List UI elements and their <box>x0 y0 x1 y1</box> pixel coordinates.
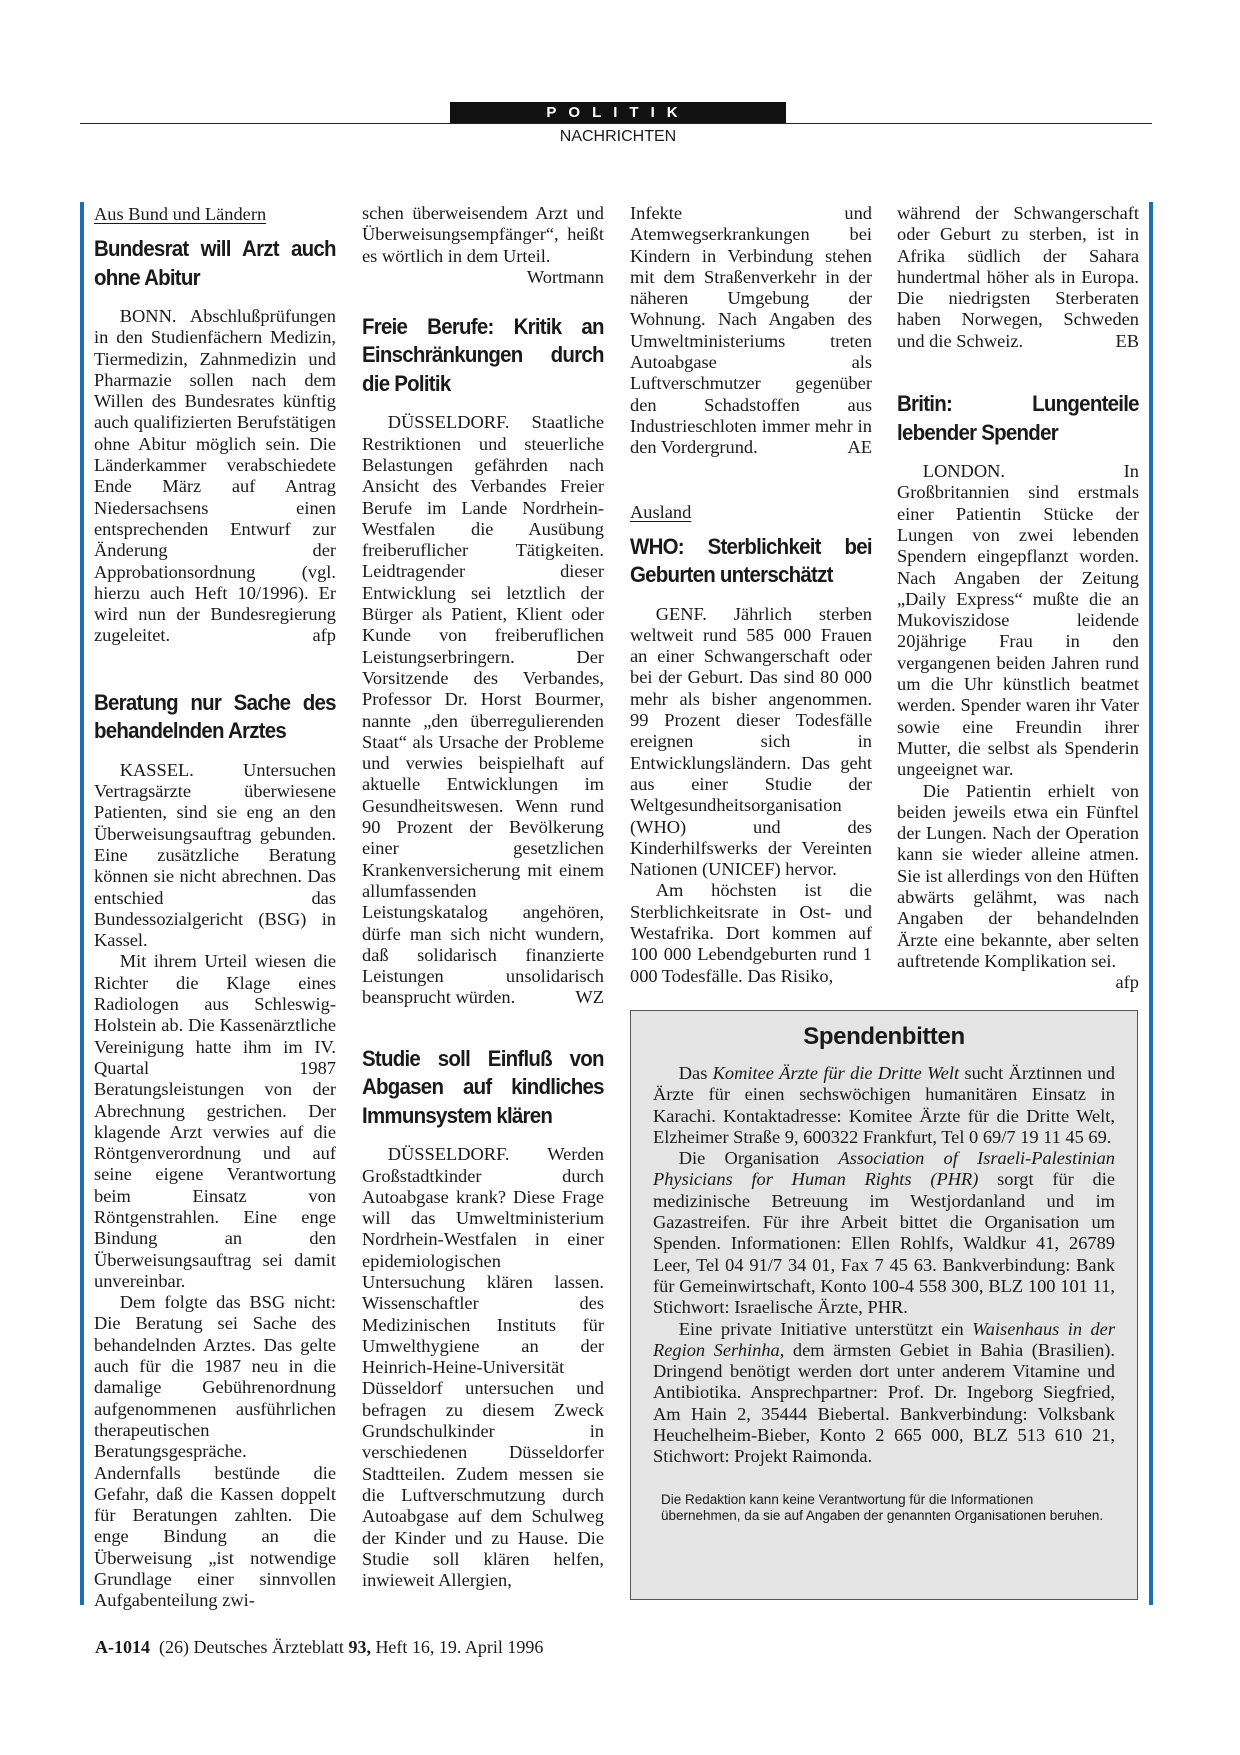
article-beratung-p2: Mit ihrem Urteil wiesen die Richter die Klage eines Radiologen aus Schleswig-Holstein ab. Die Kassenärztliche Vereinigung hatte ihm im IV. Quartal 1987 Beratungsleistungen von der Abrechnung gestrichen. Der klagende Arzt verwies auf die Röntgenverordnung und auf seine eigene Verantwortung beim Einsatz von Röntgenstrahlen. Eine enge Bindung an den Überweisungsauftrag sei damit unvereinbar. <box>94 951 336 1291</box>
donation-waisenhaus: Eine private Initiative unterstützt ein Waisenhaus in der Region Serhinha, dem ärmsten Gebiet in Bahia (Brasilien). Dringend benötigt werden dort unter anderem Vitamine und Antibiotika. Ansprechpartner: Prof. Dr. Ingeborg Siegfried, Am Hain 2, 35444 Biebertal. Bankverbindung: Volksbank Heuchelheim-Bieber, Konto 2 665 000, BLZ 513 610 21, Stichwort: Projekt Raimonda. <box>653 1318 1116 1467</box>
journal-issue: (26) Deutsches Ärzteblatt <box>159 1637 349 1657</box>
column-2 <box>362 203 604 1591</box>
donation-box <box>630 1010 1138 1600</box>
left-accent-bar <box>80 202 84 1605</box>
donation-box-title: Spendenbitten <box>803 1023 965 1050</box>
byline: EB <box>1115 330 1139 351</box>
headline-who: WHO: Sterblichkeit bei Geburten unterschätzt <box>630 533 872 588</box>
article-who-p1: GENF. Jährlich sterben weltweit rund 585 000 Frauen an einer Schwangerschaft oder bei der Geburt. Das sind 80 000 mehr als bisher angenommen. 99 Prozent dieser Todesfälle ereignen sich in Entwicklungsländern. Das geht aus einer Studie der Weltgesundheitsorganisation (WHO) und des Kinderhilfswerks der Vereinten Nationen (UNICEF) hervor. <box>630 603 872 880</box>
column-3 <box>630 203 872 987</box>
headline-britin: Britin: Lungenteile lebender Spender <box>897 391 1139 445</box>
byline: Wortmann <box>526 266 604 287</box>
byline: WZ <box>575 987 604 1008</box>
column-4 <box>897 203 1139 994</box>
donation-komitee: Das Komitee Ärzte für die Dritte Welt sucht Ärztinnen und Ärzte für einen sechswöchigen humanitären Einsatz in Karachi. Kontaktadresse: Komitee Ärzte für die Dritte Welt, Elzheimer Straße 9, 600322 Frankfurt, Tel 0 69/7 19 11 45 69. <box>653 1063 1116 1147</box>
section-label: POLITIK <box>450 102 786 123</box>
headline-abgase-studie: Studie soll Einfluß von Abgasen auf kindliches Immunsystem klären <box>362 1045 604 1128</box>
byline: afp <box>1115 972 1139 993</box>
article-britin-p2: Die Patientin erhielt von beiden jeweils etwa ein Fünftel der Lungen. Nach der Operation kann sie wieder alleine atmen. Sie ist allerdings von den Hüften abwärts gelähmt, was nach Angaben der behandelnden Ärzte eine bekannte, aber selten auftretende Komplikation sei. afp <box>897 780 1139 993</box>
article-freie-berufe-text: DÜSSELDORF. Staatliche Restriktionen und steuerliche Belastungen gefährden nach Ansicht des Verbandes Freier Berufe im Lande Nordrhein-Westfalen die Ausübung freiberuflicher Tätigkeiten. Leidtragender dieser Entwicklung sei letztlich der Bürger als Patient, Klient oder Kunde von freiberuflichen Leistungserbringern. Der Vorsitzende des Verbandes, Professor Dr. Horst Bourmer, nannte „den überregulierenden Staat“ als Ursache der Probleme und verwies beispielhaft auf aktuelle Entwicklungen im Gesundheitswesen. Wenn rund 90 Prozent der Bevölkerung einer gesetzlichen Krankenversicherung mit einem allumfassenden Leistungskatalog angehören, dürfe man sich nicht wundern, daß solidarisch finanzierte Leistungen unsolidarisch beansprucht würden. WZ <box>362 412 604 1008</box>
headline-freie-berufe: Freie Berufe: Kritik an Einschränkungen durch die Politik <box>362 313 604 396</box>
page-number: A-1014 <box>95 1637 150 1657</box>
header-rule <box>80 123 1152 124</box>
donation-phr: Die Organisation Association of Israeli-Palestinian Physicians for Human Rights (PHR) sorgt für die medizinische Betreuung im Westjordanland und im Gazastreifen. Für ihre Arbeit bittet die Organisation um Spenden. Informationen: Ellen Rohlfs, Waldkur 41, 26789 Leer, Tel 04 91/7 34 01, Fax 7 45 63. Bankverbindung: Bank für Gemeinwirtschaft, Konto 100-4 558 300, BLZ 100 101 11, Stichwort: Israelische Ärzte, PHR. <box>653 1148 1115 1318</box>
headline-bundesrat: Bundesrat will Arzt auch ohne Abitur <box>94 236 336 290</box>
journal-date: Heft 16, 19. April 1996 <box>370 1637 544 1657</box>
headline-beratung: Beratung nur Sache des behandelnden Arztes <box>94 689 336 744</box>
kicker-domestic: Aus Bund und Ländern <box>94 204 267 224</box>
article-who-p2: Am höchsten ist die Sterblichkeitsrate in Ost- und Westafrika. Dort kommen auf 100 000 Lebendgeburten rund 1 000 Todesfälle. Das Risiko, <box>630 880 872 986</box>
right-accent-bar <box>1149 202 1153 1605</box>
article-who-cont: während der Schwangerschaft oder Geburt zu sterben, ist in Afrika südlich der Sahara hundertmal höher als in Europa. Die niedrigsten Sterberaten haben Norwegen, Schweden und die Schweiz. EB <box>897 203 1139 351</box>
article-abgase-cont: Infekte und Atemwegserkrankungen bei Kindern in Verbindung stehen mit dem Straßenverkehr in der näheren Umgebung der Wohnung. Nach Angaben des Umweltministeriums treten Autoabgase als Luftverschmutzer gegenüber den Schadstoffen aus Industrieschloten immer mehr in den Vordergrund. AE <box>630 203 872 458</box>
donation-disclaimer: Die Redaktion kann keine Verantwortung für die Informationen übernehmen, da sie auf Angaben der genannten Organisationen beruhen. <box>661 1491 1104 1523</box>
article-beratung-cont: schen überweisendem Arzt und Überweisungsempfänger“, heißt es wörtlich in dem Urteil. Wortmann <box>362 203 604 287</box>
journal-volume: 93, <box>348 1637 371 1657</box>
article-abgase-text: DÜSSELDORF. Werden Großstadtkinder durch Autoabgase krank? Diese Frage will das Umweltministerium Nordrhein-Westfalen in einer epidemiologischen Untersuchung klären lassen. Wissenschaftler des Medizinischen Instituts für Umwelthygiene an der Heinrich-Heine-Universität Düsseldorf untersuchen und befragen zu diesem Zweck Grundschulkinder in verschiedenen Düsseldorfer Stadtteilen. Zudem messen sie die Luftverschmutzung durch Autoabgase auf dem Schulweg der Kinder und zu Hause. Die Studie soll klären helfen, inwieweit Allergien, <box>362 1144 604 1591</box>
byline: AE <box>847 437 872 458</box>
article-beratung-p3: Dem folgte das BSG nicht: Die Beratung sei Sache des behandelnden Arztes. Das gelte auch für die 1987 neu in die damalige Gebührenordnung aufgenommenen ausführlichen therapeutischen Beratungsgespräche. Andernfalls bestünde die Gefahr, daß die Kassen doppelt für Beratungen zahlten. Die enge Bindung an die Überweisung „ist notwendige Grundlage einer sinnvollen Aufgabenteilung zwi- <box>94 1292 336 1611</box>
subsection-label: NACHRICHTEN <box>559 128 677 145</box>
article-britin-p1: LONDON. In Großbritannien sind erstmals einer Patientin Stücke der Lungen von zwei lebenden Spendern eingepflanzt worden. Nach Angaben der Zeitung „Daily Express“ mußte die an Mukoviszidose leidende 20jährige Frau in den vergangenen beiden Jahren rund um die Uhr künstlich beatmet werden. Spender waren ihr Vater sowie eine Freundin ihrer Mutter, die selbst als Spenderin ungeeignet war. <box>897 461 1139 780</box>
page-footer <box>95 1637 543 1658</box>
article-beratung-p1: KASSEL. Untersuchen Vertragsärzte überwiesene Patienten, sind sie eng an den Überweisungsauftrag gebunden. Eine zusätzliche Beratung können sie nicht abrechnen. Das entschied das Bundessozialgericht (BSG) in Kassel. <box>94 759 336 951</box>
article-bundesrat-text: BONN. Abschlußprüfungen in den Studienfächern Medizin, Tiermedizin, Zahnmedizin und Pharmazie sollen nach dem Willen des Bundesrates künftig auch qualifizierten Berufstätigen ohne Abitur möglich sein. Die Länderkammer verabschiedete Ende März auf Antrag Niedersachsens einen entsprechenden Entwurf zur Änderung der Approbationsordnung (vgl. hierzu auch Heft 10/1996). Er wird nun der Bundesregierung zugeleitet. afp <box>94 306 336 646</box>
byline: afp <box>312 625 336 646</box>
column-1 <box>94 203 336 1612</box>
kicker-abroad: Ausland <box>630 501 692 522</box>
